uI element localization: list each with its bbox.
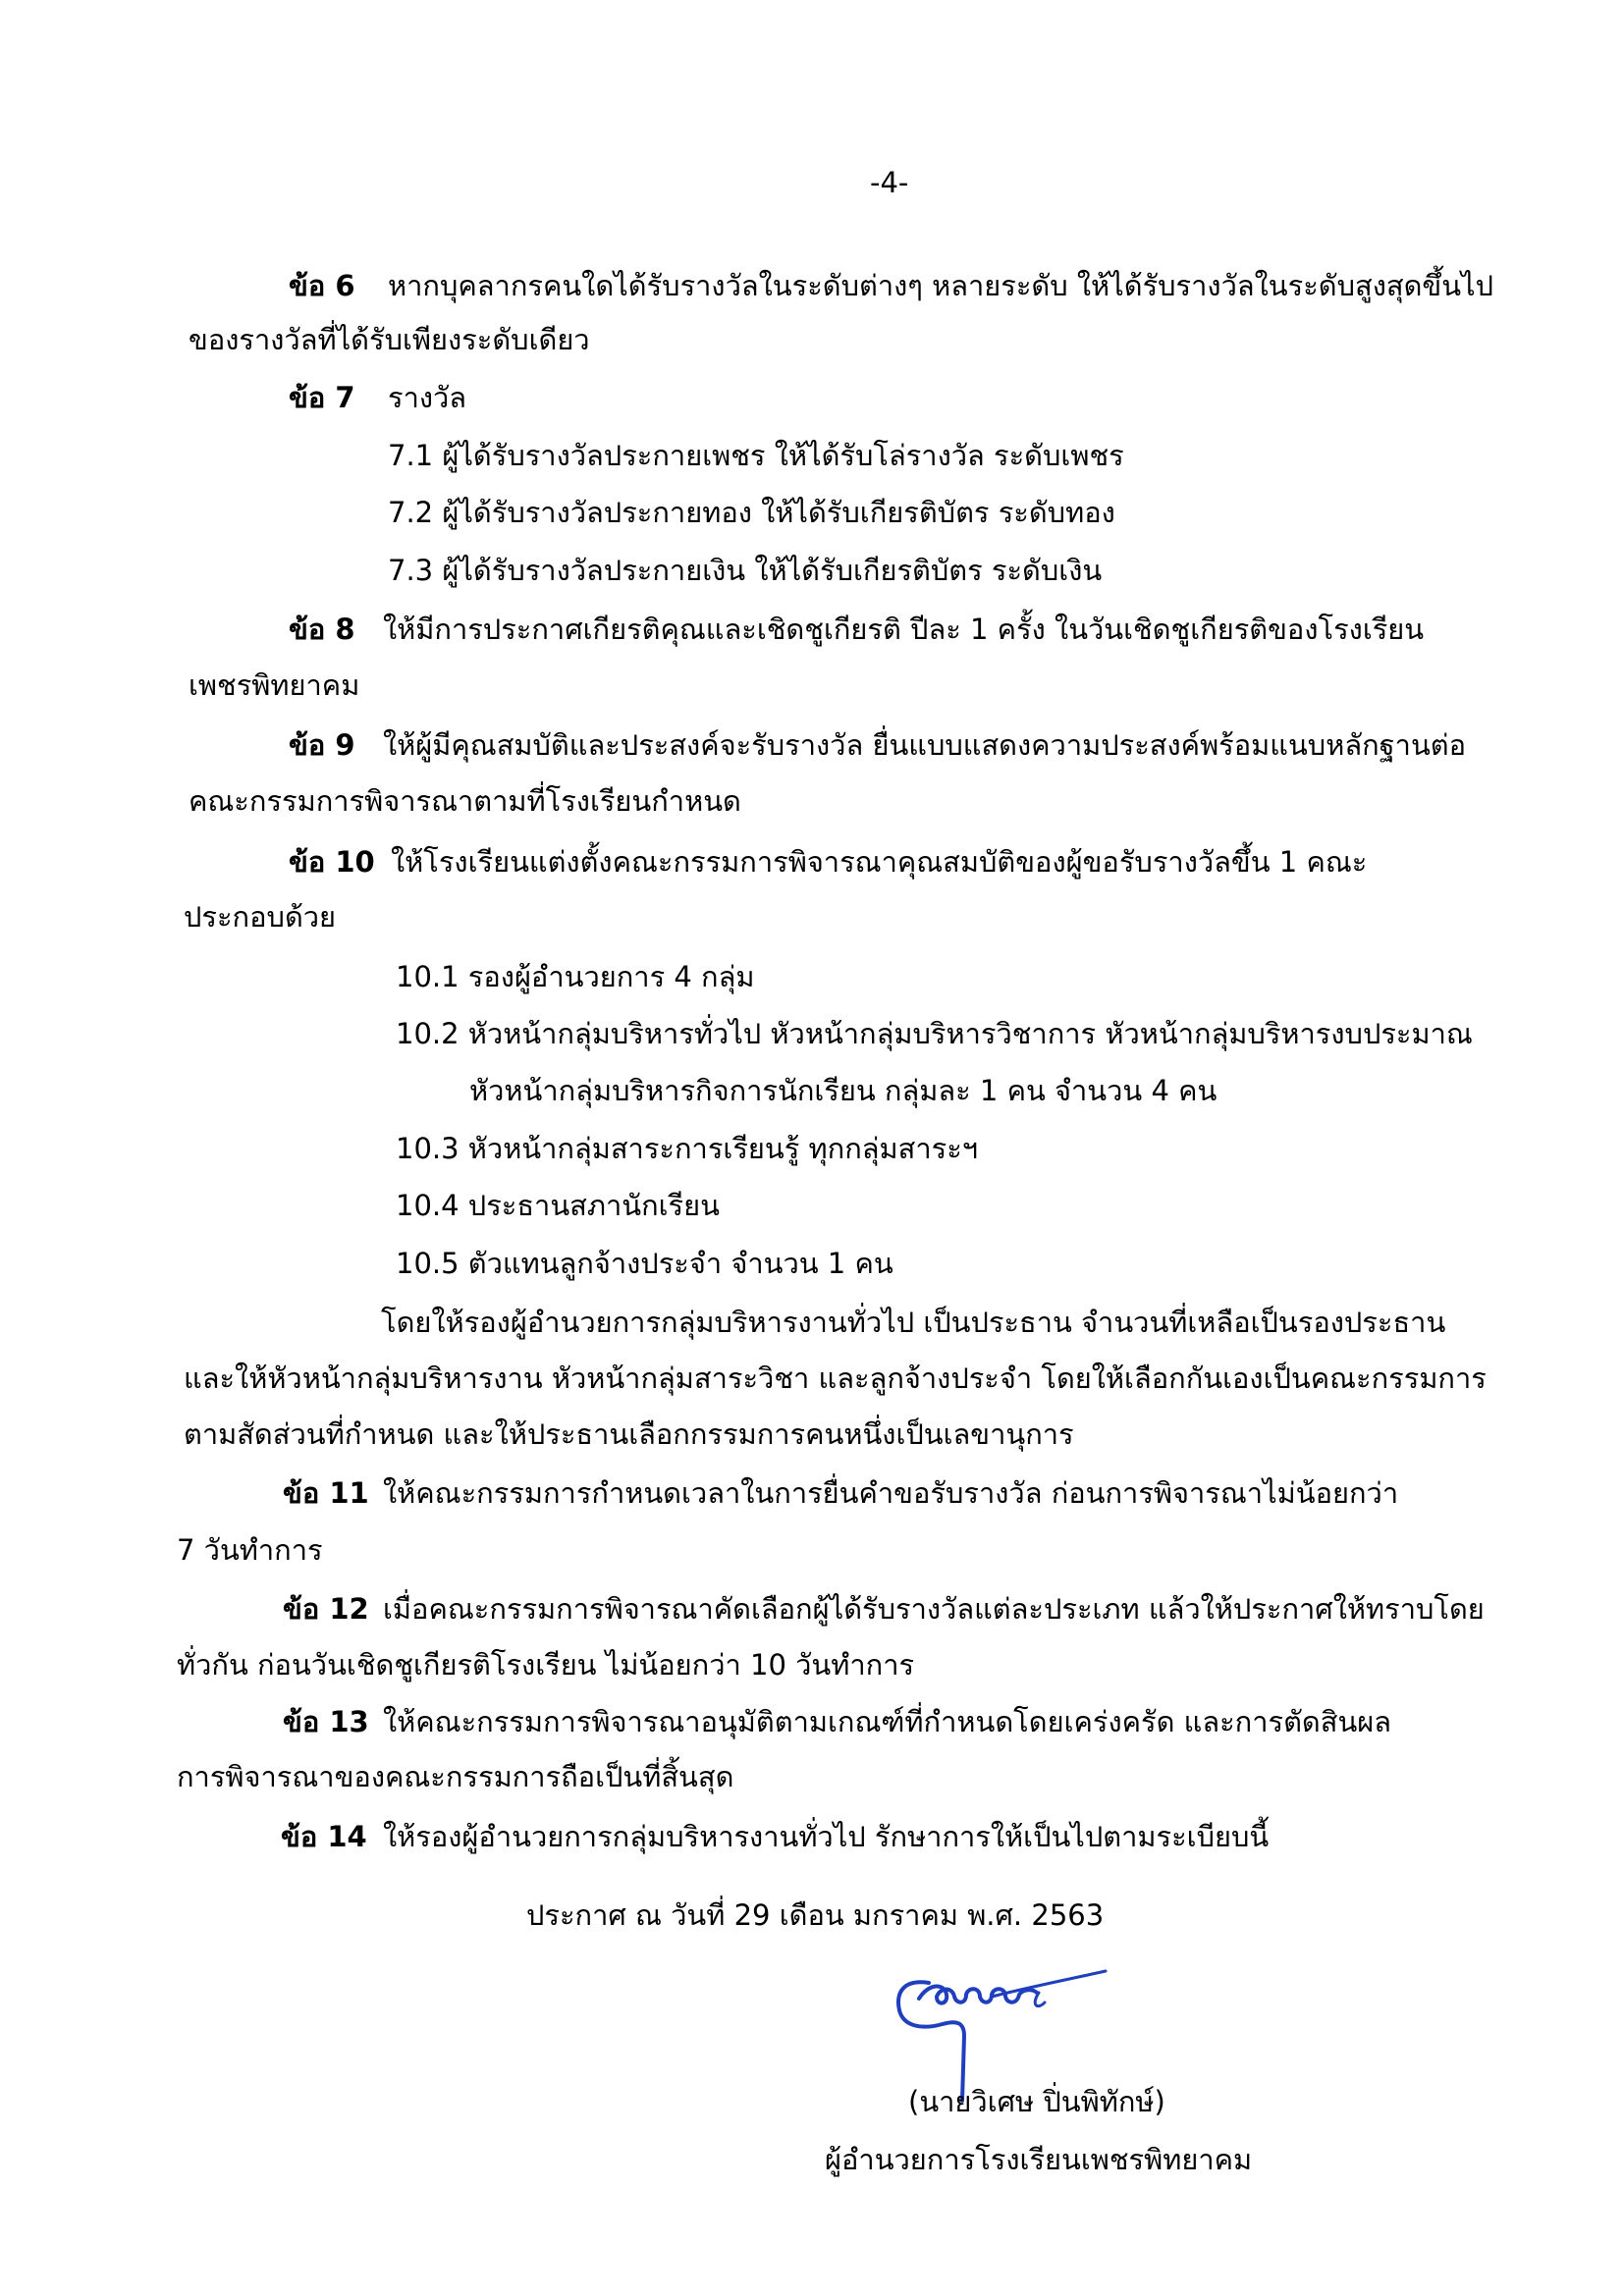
signer-position: ผู้อำนวยการโรงเรียนเพชรพิทยาคม bbox=[825, 2143, 1253, 2176]
clause-8-heading: ข้อ 8 bbox=[289, 613, 355, 646]
clause-10-item: 10.3 หัวหน้ากลุ่มสาระการเรียนรู้ ทุกกลุ่มสาระฯ bbox=[396, 1132, 979, 1165]
clause-10-paragraph-line: และให้หัวหน้ากลุ่มบริหารงาน หัวหน้ากลุ่มสาระวิชา และลูกจ้างประจำ โดยให้เลือกกันเองเป็นคณะกรรมการ bbox=[184, 1362, 1487, 1395]
clause-7-item: 7.1 ผู้ได้รับรางวัลประกายเพชร ให้ได้รับโล่รางวัล ระดับเพชร bbox=[388, 439, 1124, 472]
clause-6-line-2: ของรางวัลที่ได้รับเพียงระดับเดียว bbox=[189, 323, 590, 356]
clause-7-line-1: รางวัล bbox=[388, 381, 467, 414]
clause-11-heading: ข้อ 11 bbox=[283, 1476, 369, 1510]
clause-10-item: 10.1 รองผู้อำนวยการ 4 กลุ่ม bbox=[396, 960, 755, 993]
clause-10-item-continuation: หัวหน้ากลุ่มบริหารกิจการนักเรียน กลุ่มละ 1 คน จำนวน 4 คน bbox=[469, 1074, 1217, 1107]
clause-10-line-2: ประกอบด้วย bbox=[184, 900, 337, 934]
clause-6-line-1: หากบุคลากรคนใดได้รับรางวัลในระดับต่างๆ หลายระดับ ให้ได้รับรางวัลในระดับสูงสุดขึ้นไป bbox=[388, 269, 1494, 302]
clause-9-line-2: คณะกรรมการพิจารณาตามที่โรงเรียนกำหนด bbox=[189, 784, 741, 818]
clause-9-heading: ข้อ 9 bbox=[289, 728, 355, 762]
announcement-date: ประกาศ ณ วันที่ 29 เดือน มกราคม พ.ศ. 2563 bbox=[526, 1898, 1105, 1932]
clause-11-line-2: 7 วันทำการ bbox=[177, 1533, 323, 1567]
clause-13-heading: ข้อ 13 bbox=[283, 1705, 369, 1738]
clause-12-heading: ข้อ 12 bbox=[283, 1592, 369, 1626]
clause-10-item: 10.2 หัวหน้ากลุ่มบริหารทั่วไป หัวหน้ากลุ่มบริหารวิชาการ หัวหน้ากลุ่มบริหารงบประมาณ bbox=[396, 1017, 1473, 1050]
clause-10-item: 10.5 ตัวแทนลูกจ้างประจำ จำนวน 1 คน bbox=[396, 1247, 893, 1280]
clause-10-item: 10.4 ประธานสภานักเรียน bbox=[396, 1189, 720, 1222]
clause-7-item: 7.3 ผู้ได้รับรางวัลประกายเงิน ให้ได้รับเกียรติบัตร ระดับเงิน bbox=[388, 554, 1103, 587]
clause-13-line-1: ให้คณะกรรมการพิจารณาอนุมัติตามเกณฑ์ที่กำหนดโดยเคร่งครัด และการตัดสินผล bbox=[383, 1705, 1392, 1738]
clause-14-heading: ข้อ 14 bbox=[281, 1820, 367, 1853]
clause-9-line-1: ให้ผู้มีคุณสมบัติและประสงค์จะรับรางวัล ยื่นแบบแสดงความประสงค์พร้อมแนบหลักฐานต่อ bbox=[383, 728, 1467, 762]
clause-7-item: 7.2 ผู้ได้รับรางวัลประกายทอง ให้ได้รับเกียรติบัตร ระดับทอง bbox=[388, 496, 1115, 529]
clause-12-line-1: เมื่อคณะกรรมการพิจารณาคัดเลือกผู้ได้รับรางวัลแต่ละประเภท แล้วให้ประกาศให้ทราบโดย bbox=[383, 1592, 1485, 1626]
clause-10-heading: ข้อ 10 bbox=[289, 845, 375, 879]
clause-12-line-2: ทั่วกัน ก่อนวันเชิดชูเกียรติโรงเรียน ไม่น้อยกว่า 10 วันทำการ bbox=[177, 1648, 915, 1682]
clause-10-paragraph-line: ตามสัดส่วนที่กำหนด และให้ประธานเลือกกรรมการคนหนึ่งเป็นเลขานุการ bbox=[184, 1417, 1074, 1451]
clause-11-line-1: ให้คณะกรรมการกำหนดเวลาในการยื่นคำขอรับรางวัล ก่อนการพิจารณาไม่น้อยกว่า bbox=[383, 1476, 1399, 1510]
clause-8-line-2: เพชรพิทยาคม bbox=[189, 668, 360, 702]
page-number: -4- bbox=[870, 166, 909, 199]
clause-10-line-1: ให้โรงเรียนแต่งตั้งคณะกรรมการพิจารณาคุณสมบัติของผู้ขอรับรางวัลขึ้น 1 คณะ bbox=[391, 845, 1368, 879]
clause-13-line-2: การพิจารณาของคณะกรรมการถือเป็นที่สิ้นสุด bbox=[177, 1760, 734, 1793]
clause-10-paragraph-line: โดยให้รองผู้อำนวยการกลุ่มบริหารงานทั่วไป เป็นประธาน จำนวนที่เหลือเป็นรองประธาน bbox=[381, 1306, 1446, 1339]
clause-6-heading: ข้อ 6 bbox=[289, 269, 355, 302]
clause-7-heading: ข้อ 7 bbox=[289, 381, 355, 414]
clause-14-line-1: ให้รองผู้อำนวยการกลุ่มบริหารงานทั่วไป รักษาการให้เป็นไปตามระเบียบนี้ bbox=[383, 1820, 1270, 1853]
clause-8-line-1: ให้มีการประกาศเกียรติคุณและเชิดชูเกียรติ ปีละ 1 ครั้ง ในวันเชิดชูเกียรติของโรงเรียน bbox=[383, 613, 1425, 646]
signer-name: (นายวิเศษ ปิ่นพิทักษ์) bbox=[908, 2085, 1165, 2118]
